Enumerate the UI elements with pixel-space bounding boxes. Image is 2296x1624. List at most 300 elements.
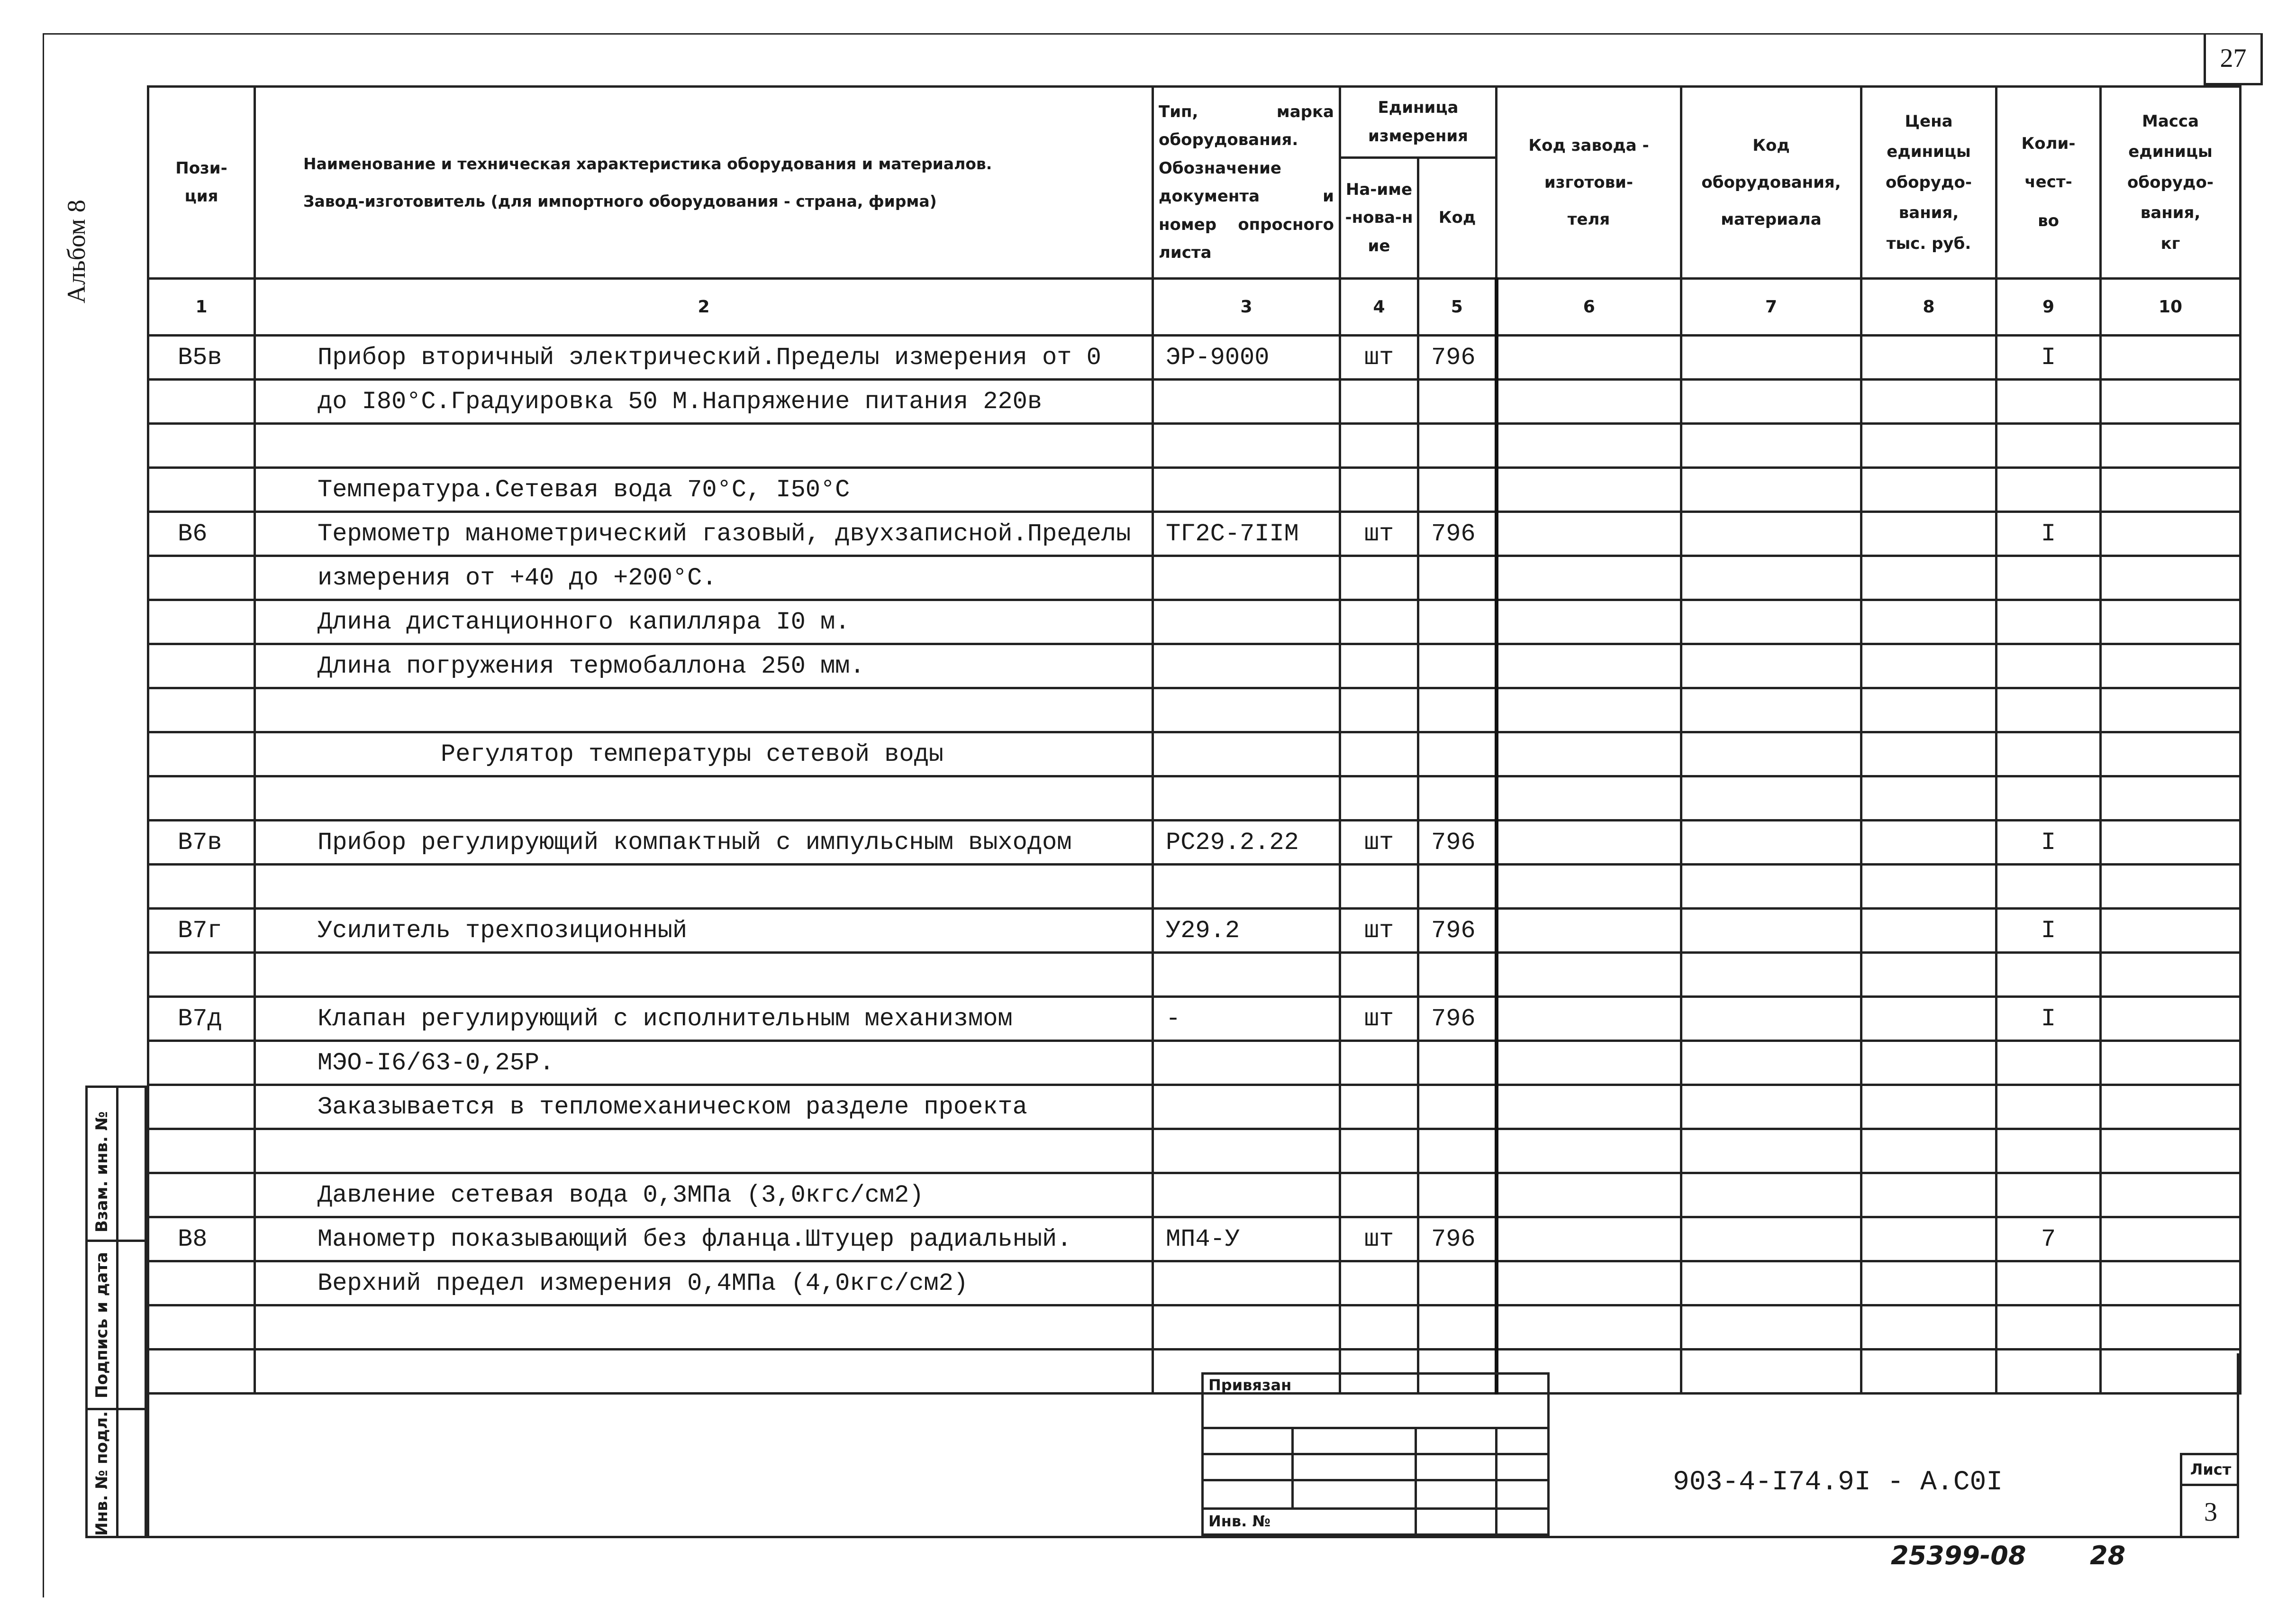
- row-unit-code: [1418, 953, 1497, 997]
- side-strip-sep-2: [88, 1408, 145, 1410]
- row-unit-name: шт: [1340, 997, 1418, 1041]
- header-col-10: [2101, 87, 2241, 279]
- row-type: [1153, 732, 1340, 776]
- table-row: [148, 1041, 2241, 1085]
- row-equipment-code: [1681, 380, 1861, 424]
- row-factory-code: [1497, 1305, 1681, 1350]
- header-row-1: [148, 87, 2241, 158]
- sheet-label: Лист: [2182, 1455, 2239, 1486]
- row-name: [255, 1129, 1153, 1173]
- header-col-1-label: Пози- ция: [175, 158, 227, 206]
- row-name: Прибор регулирующий компактный с импульсным выходом: [255, 821, 1153, 865]
- col-num-4: 4: [1340, 279, 1418, 336]
- col-num-7: 7: [1681, 279, 1861, 336]
- table-row: [148, 997, 2241, 1041]
- row-position: [148, 1129, 255, 1173]
- row-name: [255, 1305, 1153, 1350]
- side-strip-divider: [116, 1088, 118, 1536]
- row-type: [1153, 380, 1340, 424]
- row-unit-name: [1340, 644, 1418, 688]
- row-quantity: [1997, 1261, 2101, 1305]
- header-col-2: [255, 87, 1153, 279]
- row-quantity: [1997, 468, 2101, 512]
- row-mass: [2101, 1085, 2241, 1129]
- table-row: [148, 1173, 2241, 1217]
- inv-no-label: Инв. №: [1208, 1512, 1271, 1530]
- row-type: [1153, 953, 1340, 997]
- row-equipment-code: [1681, 336, 1861, 380]
- row-unit-name: шт: [1340, 336, 1418, 380]
- row-position: В6: [148, 512, 255, 556]
- row-name: МЭО-I6/63-0,25Р.: [255, 1041, 1153, 1085]
- row-price: [1861, 380, 1997, 424]
- row-equipment-code: [1681, 556, 1861, 600]
- album-label: Альбом 8: [62, 200, 91, 303]
- table-row: [148, 336, 2241, 380]
- row-unit-code: [1418, 424, 1497, 468]
- table-row: [148, 512, 2241, 556]
- row-name: Клапан регулирующий с исполнительным механизмом: [255, 997, 1153, 1041]
- row-type: [1153, 1129, 1340, 1173]
- row-position: [148, 556, 255, 600]
- row-quantity: [1997, 424, 2101, 468]
- row-price: [1861, 1129, 1997, 1173]
- privyazan-vline-2: [1415, 1427, 1417, 1536]
- row-equipment-code: [1681, 1041, 1861, 1085]
- row-mass: [2101, 865, 2241, 909]
- table-row: [148, 1129, 2241, 1173]
- row-name: [255, 688, 1153, 732]
- row-price: [1861, 512, 1997, 556]
- row-unit-code: 796: [1418, 997, 1497, 1041]
- row-quantity: I: [1997, 821, 2101, 865]
- row-type: [1153, 1261, 1340, 1305]
- row-unit-code: [1418, 644, 1497, 688]
- header-col-4-label: На-име-нова-ние: [1345, 180, 1413, 255]
- col-num-9: 9: [1997, 279, 2101, 336]
- row-price: [1861, 1261, 1997, 1305]
- row-position: [148, 644, 255, 688]
- row-unit-name: [1340, 688, 1418, 732]
- table-row: [148, 424, 2241, 468]
- row-price: [1861, 997, 1997, 1041]
- row-quantity: I: [1997, 997, 2101, 1041]
- row-mass: [2101, 1041, 2241, 1085]
- document-code: 903-4-I74.9I - А.С0I: [1673, 1467, 2003, 1498]
- row-unit-name: [1340, 380, 1418, 424]
- row-unit-name: [1340, 1261, 1418, 1305]
- row-price: [1861, 732, 1997, 776]
- header-col-4: [1340, 158, 1418, 279]
- stamp-area: [147, 1353, 2239, 1538]
- row-position: [148, 776, 255, 821]
- row-type: ТГ2С-7IIМ: [1153, 512, 1340, 556]
- header-col-5: [1418, 158, 1497, 279]
- row-factory-code: [1497, 468, 1681, 512]
- sheet-box: [2180, 1453, 2239, 1538]
- col-num-1: 1: [148, 279, 255, 336]
- row-unit-code: [1418, 600, 1497, 644]
- row-unit-code: [1418, 776, 1497, 821]
- table-row: [148, 600, 2241, 644]
- row-type: -: [1153, 997, 1340, 1041]
- col-num-6: 6: [1497, 279, 1681, 336]
- row-factory-code: [1497, 1041, 1681, 1085]
- table-row: [148, 909, 2241, 953]
- row-price: [1861, 909, 1997, 953]
- row-price: [1861, 821, 1997, 865]
- row-price: [1861, 424, 1997, 468]
- row-position: В5в: [148, 336, 255, 380]
- row-quantity: [1997, 865, 2101, 909]
- row-factory-code: [1497, 1261, 1681, 1305]
- row-name: Температура.Сетевая вода 70°С, I50°С: [255, 468, 1153, 512]
- row-name: Прибор вторичный электрический.Пределы измерения от 0: [255, 336, 1153, 380]
- row-position: [148, 1173, 255, 1217]
- row-unit-name: [1340, 1129, 1418, 1173]
- row-quantity: [1997, 776, 2101, 821]
- row-unit-name: шт: [1340, 512, 1418, 556]
- row-factory-code: [1497, 953, 1681, 997]
- row-type: МП4-У: [1153, 1217, 1340, 1261]
- col-num-10: 10: [2101, 279, 2241, 336]
- col-num-2: 2: [255, 279, 1153, 336]
- row-quantity: [1997, 644, 2101, 688]
- header-col-6-label: Код завода - изготови- теля: [1528, 136, 1649, 229]
- row-quantity: [1997, 556, 2101, 600]
- row-name: Давление сетевая вода 0,3МПа (3,0кгс/см2): [255, 1173, 1153, 1217]
- row-equipment-code: [1681, 424, 1861, 468]
- row-unit-code: [1418, 865, 1497, 909]
- row-unit-name: [1340, 424, 1418, 468]
- row-unit-code: [1418, 688, 1497, 732]
- table-row: [148, 1217, 2241, 1261]
- row-unit-code: [1418, 1173, 1497, 1217]
- row-equipment-code: [1681, 1129, 1861, 1173]
- row-factory-code: [1497, 909, 1681, 953]
- row-name: Усилитель трехпозиционный: [255, 909, 1153, 953]
- row-position: [148, 1305, 255, 1350]
- row-price: [1861, 1217, 1997, 1261]
- row-position: [148, 600, 255, 644]
- archive-code: 25399-08: [1891, 1541, 2026, 1570]
- row-unit-code: [1418, 1305, 1497, 1350]
- row-quantity: [1997, 953, 2101, 997]
- row-type: [1153, 1085, 1340, 1129]
- row-quantity: I: [1997, 336, 2101, 380]
- row-quantity: [1997, 1173, 2101, 1217]
- row-mass: [2101, 336, 2241, 380]
- row-type: [1153, 556, 1340, 600]
- row-name: [255, 865, 1153, 909]
- row-quantity: [1997, 1085, 2101, 1129]
- row-price: [1861, 865, 1997, 909]
- vzam-inv-label: Взам. инв. №: [92, 1111, 111, 1232]
- table-row: [148, 380, 2241, 424]
- row-quantity: [1997, 1041, 2101, 1085]
- row-equipment-code: [1681, 732, 1861, 776]
- row-quantity: I: [1997, 512, 2101, 556]
- row-name: Регулятор температуры сетевой воды: [255, 732, 1153, 776]
- header-col-10-label: Масса единицы оборудо- вания, кг: [2127, 111, 2214, 253]
- row-unit-code: 796: [1418, 909, 1497, 953]
- row-mass: [2101, 380, 2241, 424]
- row-position: [148, 1085, 255, 1129]
- header-col-9-label: Коли- чест- во: [2021, 134, 2076, 230]
- row-type: РС29.2.22: [1153, 821, 1340, 865]
- row-unit-name: [1340, 1173, 1418, 1217]
- row-mass: [2101, 909, 2241, 953]
- row-unit-code: [1418, 1041, 1497, 1085]
- row-factory-code: [1497, 1217, 1681, 1261]
- frame-top-line: [43, 33, 2263, 35]
- row-price: [1861, 468, 1997, 512]
- row-equipment-code: [1681, 821, 1861, 865]
- row-position: В7в: [148, 821, 255, 865]
- row-equipment-code: [1681, 776, 1861, 821]
- row-factory-code: [1497, 776, 1681, 821]
- row-mass: [2101, 688, 2241, 732]
- row-factory-code: [1497, 865, 1681, 909]
- row-unit-name: [1340, 865, 1418, 909]
- row-type: ЭР-9000: [1153, 336, 1340, 380]
- table-row: [148, 468, 2241, 512]
- row-name: измерения от +40 до +200°С.: [255, 556, 1153, 600]
- row-price: [1861, 776, 1997, 821]
- row-position: В7г: [148, 909, 255, 953]
- row-type: [1153, 424, 1340, 468]
- row-unit-name: [1340, 732, 1418, 776]
- row-position: [148, 953, 255, 997]
- row-quantity: [1997, 600, 2101, 644]
- header-unit-group: [1340, 87, 1497, 158]
- row-equipment-code: [1681, 909, 1861, 953]
- row-mass: [2101, 1173, 2241, 1217]
- table-row: [148, 953, 2241, 997]
- row-price: [1861, 688, 1997, 732]
- row-factory-code: [1497, 997, 1681, 1041]
- row-name: Верхний предел измерения 0,4МПа (4,0кгс/см2): [255, 1261, 1153, 1305]
- col-num-3: 3: [1153, 279, 1340, 336]
- row-position: [148, 468, 255, 512]
- header-col-3: [1153, 87, 1340, 279]
- row-factory-code: [1497, 512, 1681, 556]
- row-quantity: I: [1997, 909, 2101, 953]
- privyazan-vline-1: [1291, 1427, 1294, 1507]
- row-unit-code: 796: [1418, 821, 1497, 865]
- row-mass: [2101, 776, 2241, 821]
- row-equipment-code: [1681, 1173, 1861, 1217]
- row-equipment-code: [1681, 688, 1861, 732]
- row-quantity: [1997, 380, 2101, 424]
- row-equipment-code: [1681, 865, 1861, 909]
- row-unit-name: [1340, 1041, 1418, 1085]
- row-equipment-code: [1681, 600, 1861, 644]
- row-type: [1153, 644, 1340, 688]
- row-mass: [2101, 512, 2241, 556]
- row-factory-code: [1497, 424, 1681, 468]
- row-quantity: 7: [1997, 1217, 2101, 1261]
- row-equipment-code: [1681, 953, 1861, 997]
- page-number: 27: [2204, 33, 2263, 85]
- table-row: [148, 821, 2241, 865]
- row-type: [1153, 776, 1340, 821]
- privyazan-label: Привязан: [1208, 1376, 1292, 1394]
- row-name: Заказывается в тепломеханическом разделе проекта: [255, 1085, 1153, 1129]
- row-quantity: [1997, 1305, 2101, 1350]
- row-factory-code: [1497, 380, 1681, 424]
- row-factory-code: [1497, 1173, 1681, 1217]
- row-factory-code: [1497, 556, 1681, 600]
- row-name: Длина погружения термобаллона 250 мм.: [255, 644, 1153, 688]
- table-row: [148, 776, 2241, 821]
- row-type: У29.2: [1153, 909, 1340, 953]
- row-type: [1153, 1173, 1340, 1217]
- footer-page-number: 28: [2090, 1541, 2126, 1570]
- table-row: [148, 732, 2241, 776]
- row-equipment-code: [1681, 1085, 1861, 1129]
- row-mass: [2101, 1305, 2241, 1350]
- row-price: [1861, 1085, 1997, 1129]
- table-body: [148, 336, 2241, 1394]
- row-mass: [2101, 821, 2241, 865]
- row-mass: [2101, 953, 2241, 997]
- row-price: [1861, 600, 1997, 644]
- row-unit-code: [1418, 1129, 1497, 1173]
- header-col-8-label: Цена единицы оборудо- вания, тыс. руб.: [1886, 111, 1972, 253]
- header-col-7-label: Код оборудования, материала: [1701, 136, 1841, 229]
- table-row: [148, 556, 2241, 600]
- row-equipment-code: [1681, 468, 1861, 512]
- row-mass: [2101, 468, 2241, 512]
- row-factory-code: [1497, 732, 1681, 776]
- row-position: В7д: [148, 997, 255, 1041]
- header-col-5-label: Код: [1438, 208, 1476, 228]
- row-unit-name: шт: [1340, 909, 1418, 953]
- row-equipment-code: [1681, 1261, 1861, 1305]
- privyazan-vline-3: [1495, 1427, 1497, 1536]
- row-equipment-code: [1681, 512, 1861, 556]
- row-position: [148, 424, 255, 468]
- table-row: [148, 1261, 2241, 1305]
- row-unit-name: [1340, 468, 1418, 512]
- row-type: [1153, 865, 1340, 909]
- row-unit-code: 796: [1418, 1217, 1497, 1261]
- row-price: [1861, 1041, 1997, 1085]
- header-col-1: [148, 87, 255, 279]
- row-factory-code: [1497, 688, 1681, 732]
- col-num-5: 5: [1418, 279, 1497, 336]
- header-unit-group-label: Единица измерения: [1368, 98, 1468, 146]
- row-factory-code: [1497, 821, 1681, 865]
- row-type: [1153, 600, 1340, 644]
- header-col-6: [1497, 87, 1681, 279]
- row-mass: [2101, 556, 2241, 600]
- row-mass: [2101, 997, 2241, 1041]
- frame-left-line: [43, 33, 44, 1597]
- row-price: [1861, 953, 1997, 997]
- row-mass: [2101, 732, 2241, 776]
- row-quantity: [1997, 688, 2101, 732]
- row-mass: [2101, 1261, 2241, 1305]
- row-name: [255, 953, 1153, 997]
- header-col-3-label: Тип, марка оборудования. Обозначение документа и номер опросного листа: [1159, 102, 1334, 262]
- header-col-2-label: Наименование и техническая характеристика оборудования и материалов. Завод-изготовитель (для импортного оборудования - страна, фирма): [303, 154, 992, 210]
- row-unit-name: [1340, 600, 1418, 644]
- row-mass: [2101, 1217, 2241, 1261]
- row-unit-code: [1418, 556, 1497, 600]
- row-position: [148, 865, 255, 909]
- row-name: Длина дистанционного капилляра I0 м.: [255, 600, 1153, 644]
- row-type: [1153, 1041, 1340, 1085]
- row-equipment-code: [1681, 1217, 1861, 1261]
- row-unit-name: [1340, 556, 1418, 600]
- row-name: Термометр манометрический газовый, двухзаписной.Пределы: [255, 512, 1153, 556]
- row-equipment-code: [1681, 1305, 1861, 1350]
- row-unit-code: [1418, 468, 1497, 512]
- table-row: [148, 644, 2241, 688]
- row-name: до I80°С.Градуировка 50 М.Напряжение питания 220в: [255, 380, 1153, 424]
- podpis-data-label: Подпись и дата: [92, 1252, 111, 1398]
- table-row: [148, 865, 2241, 909]
- row-position: [148, 1041, 255, 1085]
- inv-podl-label: Инв. № подл.: [92, 1411, 111, 1536]
- row-price: [1861, 336, 1997, 380]
- row-unit-code: [1418, 1261, 1497, 1305]
- row-position: [148, 1261, 255, 1305]
- row-unit-name: шт: [1340, 1217, 1418, 1261]
- table-row: [148, 1305, 2241, 1350]
- side-strip: [85, 1086, 147, 1538]
- header-col-8: [1861, 87, 1997, 279]
- row-quantity: [1997, 732, 2101, 776]
- row-unit-name: [1340, 1305, 1418, 1350]
- side-strip-sep-1: [88, 1240, 145, 1242]
- row-factory-code: [1497, 600, 1681, 644]
- row-mass: [2101, 644, 2241, 688]
- sheet-number: 3: [2204, 1497, 2217, 1527]
- row-price: [1861, 1173, 1997, 1217]
- row-type: [1153, 468, 1340, 512]
- row-price: [1861, 556, 1997, 600]
- row-name: [255, 424, 1153, 468]
- row-equipment-code: [1681, 644, 1861, 688]
- row-mass: [2101, 600, 2241, 644]
- row-type: [1153, 1305, 1340, 1350]
- row-unit-name: [1340, 953, 1418, 997]
- col-num-8: 8: [1861, 279, 1997, 336]
- row-unit-name: [1340, 1085, 1418, 1129]
- row-unit-name: [1340, 776, 1418, 821]
- row-unit-name: шт: [1340, 821, 1418, 865]
- row-price: [1861, 1305, 1997, 1350]
- row-mass: [2101, 424, 2241, 468]
- row-position: В8: [148, 1217, 255, 1261]
- row-factory-code: [1497, 336, 1681, 380]
- header-col-7: [1681, 87, 1861, 279]
- header-col-9: [1997, 87, 2101, 279]
- row-equipment-code: [1681, 997, 1861, 1041]
- row-unit-code: [1418, 1085, 1497, 1129]
- row-unit-code: [1418, 732, 1497, 776]
- equipment-spec-table: [147, 85, 2242, 1395]
- table-row: [148, 1085, 2241, 1129]
- row-quantity: [1997, 1129, 2101, 1173]
- row-unit-code: [1418, 380, 1497, 424]
- row-unit-code: 796: [1418, 336, 1497, 380]
- privyazan-block: [1201, 1372, 1550, 1536]
- row-unit-code: 796: [1418, 512, 1497, 556]
